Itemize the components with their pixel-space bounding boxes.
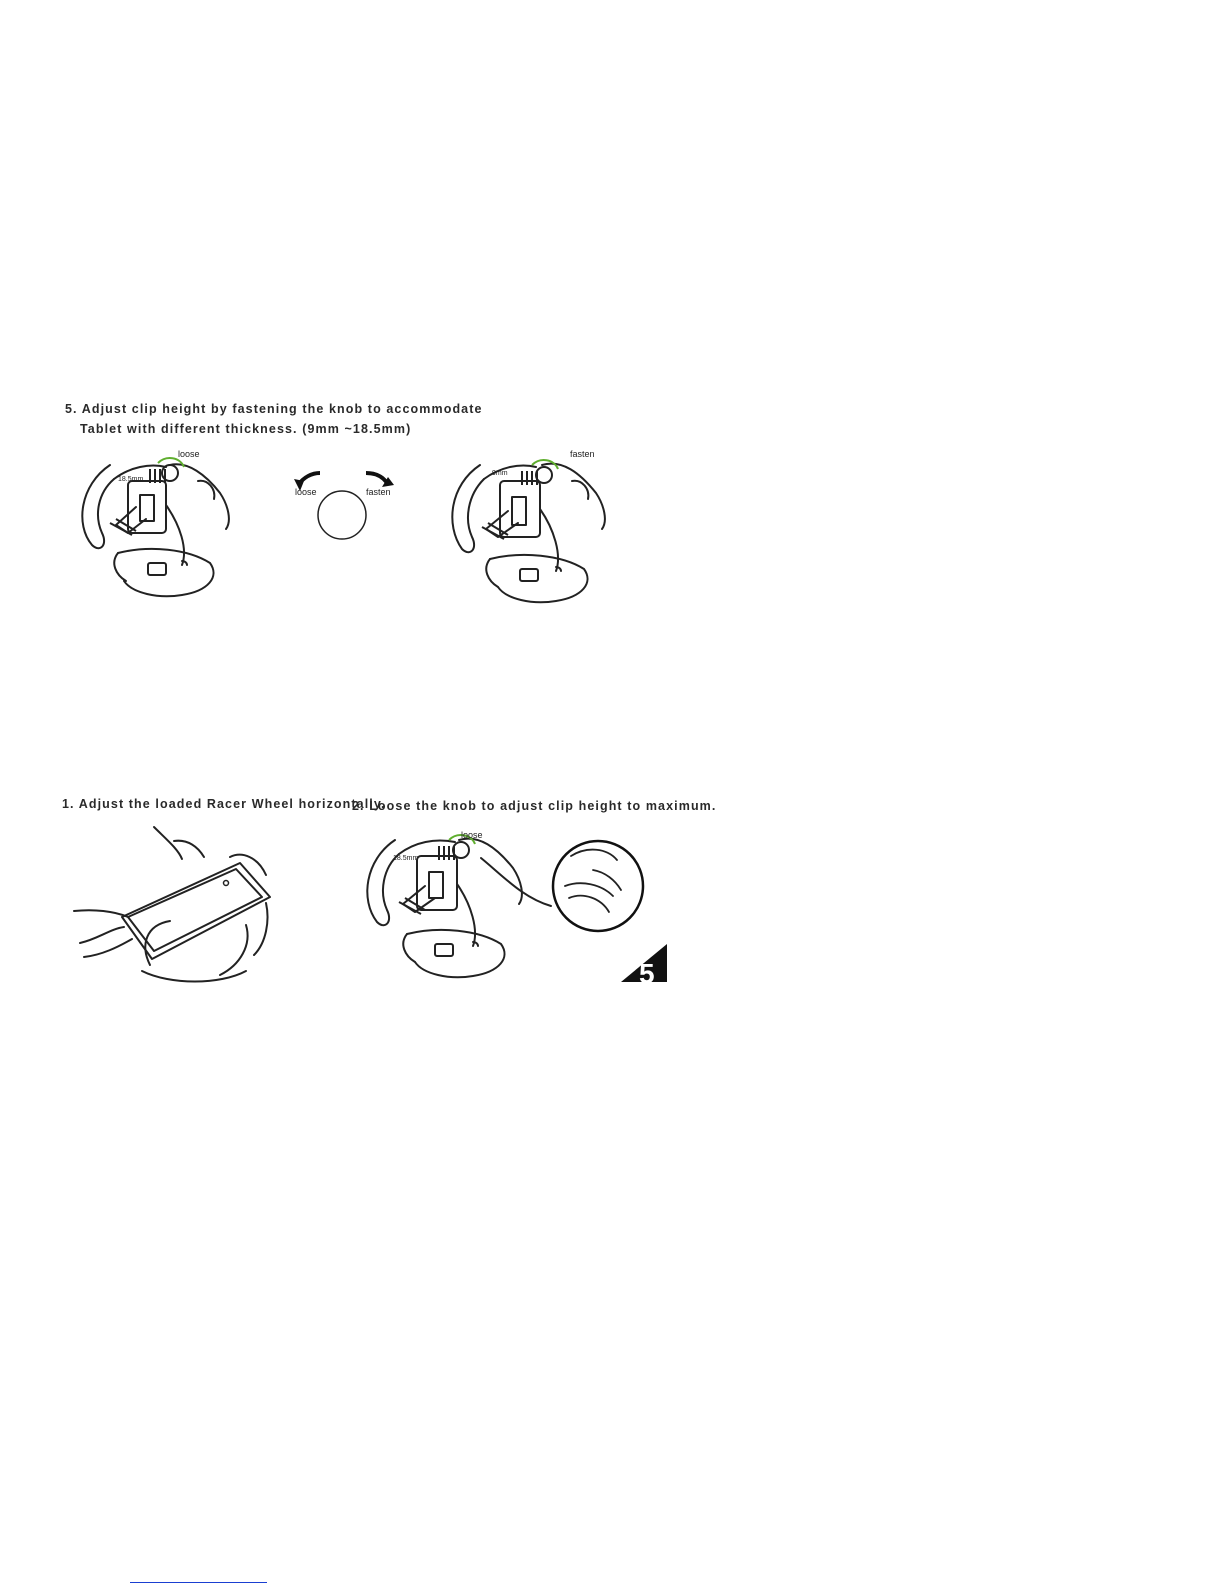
knob-loose-label: loose xyxy=(295,487,317,497)
size-label-right: 9mm xyxy=(492,470,508,477)
action-label-loose: loose xyxy=(178,449,200,459)
action-label-step2: loose xyxy=(461,830,483,840)
size-label-step2: 18.5mm xyxy=(393,855,419,862)
step1-caption: 1. Adjust the loaded Racer Wheel horizontally. xyxy=(62,797,386,811)
size-label-left: 18.5mm xyxy=(118,476,144,483)
wheel-illustration-fasten xyxy=(440,445,615,610)
wheel-illustration-loose xyxy=(70,445,235,605)
knob-rotation-diagram xyxy=(290,445,420,555)
knob-fasten-label: fasten xyxy=(366,487,391,497)
knob-icon xyxy=(318,491,366,539)
step5-caption-line2: Tablet with different thickness. (9mm ~18.5mm) xyxy=(80,422,412,436)
step2-caption: 2. Loose the knob to adjust clip height to maximum. xyxy=(352,799,717,813)
page-number: 5 xyxy=(639,958,655,989)
tablet-on-wheel-illustration xyxy=(70,825,285,985)
footer-link-underline[interactable] xyxy=(130,1582,267,1583)
action-label-fasten: fasten xyxy=(570,449,595,459)
wheel-illustration-max-height xyxy=(355,826,655,991)
step5-caption-line1: 5. Adjust clip height by fastening the knob to accommodate xyxy=(65,402,483,416)
